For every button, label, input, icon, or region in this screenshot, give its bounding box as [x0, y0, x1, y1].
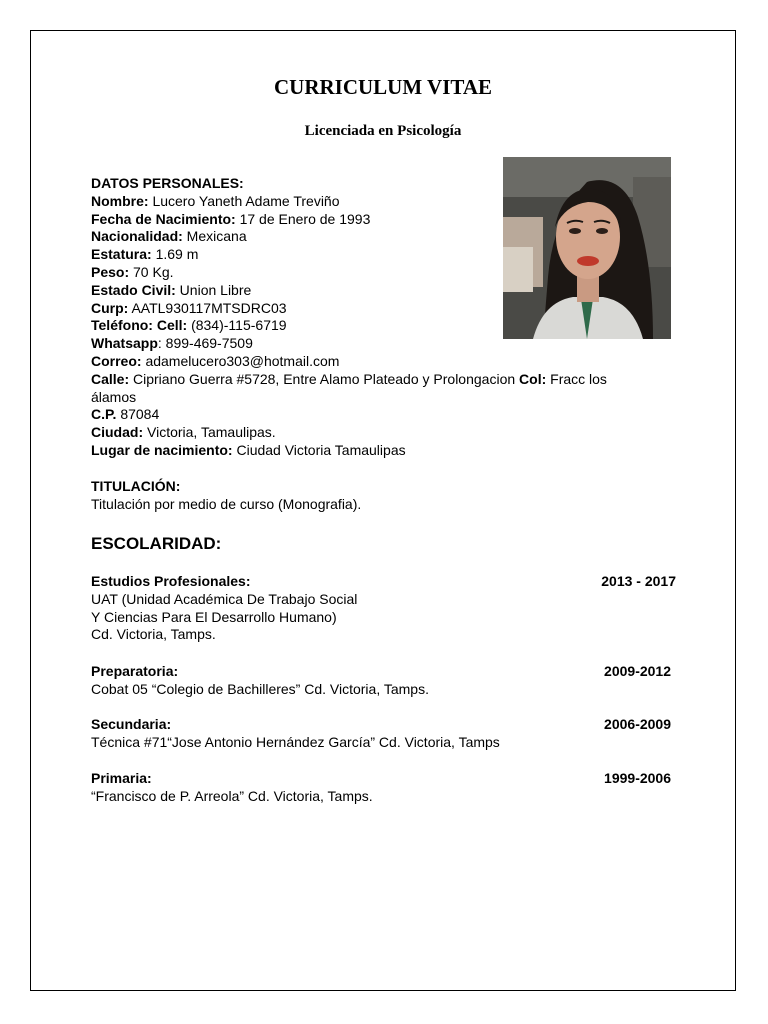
edu-level: Preparatoria: [91, 663, 179, 679]
correo-value: adamelucero303@hotmail.com [141, 352, 340, 369]
titulacion-section [91, 478, 691, 514]
edu-years: 1999-2006 [604, 770, 671, 786]
document-subtitle: Licenciada en Psicología [304, 123, 462, 139]
civil-label: Estado Civil: [91, 281, 176, 298]
edu-level: Estudios Profesionales: [91, 573, 251, 589]
nacimiento-label: Fecha de Nacimiento: [91, 210, 236, 227]
personal-data-heading: DATOS PERSONALES: [91, 175, 244, 191]
document-title: CURRICULUM VITAE [274, 75, 492, 99]
field-estatura [91, 246, 651, 264]
edu-item-secundaria [91, 716, 671, 752]
edu-line: Cobat 05 “Colegio de Bachilleres” Cd. Victoria, Tamps. [91, 680, 429, 697]
field-cp [91, 406, 651, 424]
curp-value: AATL930117MTSDRC03 [128, 299, 287, 316]
nombre-value: Lucero Yaneth Adame Treviño [148, 192, 340, 209]
field-calle [91, 371, 651, 407]
field-telefono [91, 317, 651, 335]
ciudad-label: Ciudad: [91, 424, 144, 441]
field-nombre [91, 193, 651, 211]
edu-years: 2013 - 2017 [601, 573, 676, 589]
nacionalidad-value: Mexicana [182, 228, 247, 245]
cp-label: C.P. [91, 406, 117, 423]
nacionalidad-label: Nacionalidad: [91, 228, 183, 245]
curp-label: Curp: [91, 299, 129, 316]
whatsapp-label: Whatsapp [91, 335, 158, 352]
estatura-value: 1.69 m [151, 246, 199, 263]
titulacion-heading: TITULACIÓN: [91, 478, 181, 494]
cv-page [30, 30, 736, 991]
telefono-label: Teléfono: Cell: [91, 317, 188, 334]
field-whatsapp [91, 335, 651, 353]
edu-level: Secundaria: [91, 716, 172, 732]
field-ciudad [91, 424, 651, 442]
field-curp [91, 300, 651, 318]
cp-value: 87084 [116, 406, 160, 423]
civil-value: Union Libre [175, 281, 252, 298]
peso-value: 70 Kg. [129, 263, 174, 280]
edu-line: Técnica #71“Jose Antonio Hernández García” Cd. Victoria, Tamps [91, 733, 500, 750]
calle-label: Calle: [91, 370, 130, 387]
field-nacionalidad [91, 228, 651, 246]
field-nacimiento [91, 211, 651, 229]
edu-years: 2009-2012 [604, 663, 671, 679]
edu-line: Cd. Victoria, Tamps. [91, 626, 216, 643]
lugar-value: Ciudad Victoria Tamaulipas [232, 441, 406, 458]
edu-item-profesional [91, 573, 676, 644]
calle-value: Cipriano Guerra #5728, Entre Alamo Plateado y Prolongacion [129, 370, 520, 387]
edu-years: 2006-2009 [604, 716, 671, 732]
peso-label: Peso: [91, 263, 130, 280]
field-peso [91, 264, 651, 282]
col-label: Col: [519, 370, 547, 387]
edu-line: UAT (Unidad Académica De Trabajo Social [91, 590, 358, 607]
field-lugar [91, 442, 651, 460]
edu-line: Y Ciencias Para El Desarrollo Humano) [91, 608, 337, 625]
whatsapp-value: : 899-469-7509 [157, 335, 253, 352]
col-value: Fracc los álamos [91, 370, 607, 405]
field-estado-civil [91, 282, 651, 300]
correo-label: Correo: [91, 352, 142, 369]
nombre-label: Nombre: [91, 192, 149, 209]
edu-item-primaria [91, 770, 671, 806]
edu-line: “Francisco de P. Arreola” Cd. Victoria, Tamps. [91, 787, 373, 804]
field-correo [91, 353, 651, 371]
nacimiento-value: 17 de Enero de 1993 [235, 210, 371, 227]
personal-data-section [91, 175, 651, 460]
edu-item-preparatoria [91, 663, 671, 699]
lugar-label: Lugar de nacimiento: [91, 441, 233, 458]
edu-level: Primaria: [91, 770, 152, 786]
telefono-value: (834)-115-6719 [187, 317, 287, 334]
titulacion-text: Titulación por medio de curso (Monografia). [91, 495, 362, 512]
ciudad-value: Victoria, Tamaulipas. [143, 424, 276, 441]
escolaridad-heading: ESCOLARIDAD: [91, 534, 222, 553]
estatura-label: Estatura: [91, 246, 152, 263]
